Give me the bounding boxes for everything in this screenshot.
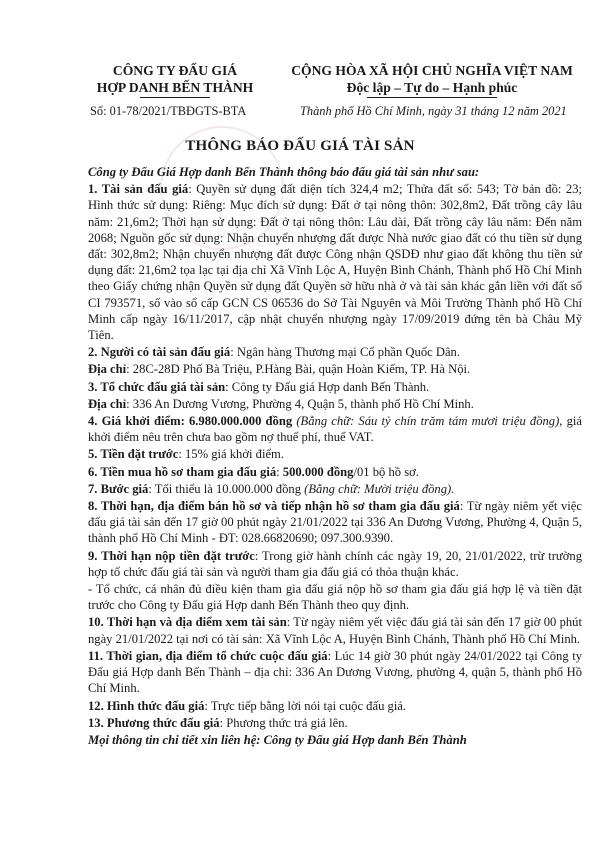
item-12-label: 12. Hình thức đấu giá bbox=[88, 698, 205, 713]
national-motto: Độc lập – Tự do – Hạnh phúc bbox=[346, 80, 518, 95]
item-10-text: : Từ ngày niêm yết việc đấu giá tài sản đến 17 giờ 00 phút ngày 21/01/2022 tại nơi có tài sản: Xã Vĩnh Lộc A, Huyện Bình Chánh, Thành phố Hồ Chí Minh. bbox=[88, 615, 582, 646]
item-11-label: 11. Thời gian, địa điểm tổ chức cuộc đấu giá bbox=[88, 648, 328, 663]
item-7-words: (Bằng chữ: Mười triệu đồng). bbox=[301, 481, 455, 496]
item-7-text: : Tối thiểu là 10.000.000 đồng bbox=[148, 481, 301, 496]
item-6-dossier-fee bbox=[88, 464, 582, 480]
item-2-address-label: Địa chỉ bbox=[88, 362, 127, 377]
item-5-text: : 15% giá khởi điểm. bbox=[178, 447, 284, 462]
document-number: Số: 01-78/2021/TBĐGTS-BTA bbox=[90, 104, 247, 118]
national-title: CỘNG HÒA XÃ HỘI CHỦ NGHĨA VIỆT NAM bbox=[291, 63, 573, 78]
item-5-deposit bbox=[88, 446, 582, 462]
item-13-label: 13. Phương thức đấu giá bbox=[88, 715, 220, 730]
organization-header bbox=[80, 62, 270, 98]
item-3-organizer bbox=[88, 379, 582, 395]
item-2-owner bbox=[88, 344, 582, 360]
item-6-amount: 500.000 đồng bbox=[282, 464, 354, 479]
item-3-address bbox=[88, 396, 582, 412]
item-4-starting-price bbox=[88, 413, 582, 445]
place-and-date: Thành phố Hồ Chí Minh, ngày 31 tháng 12 năm 2021 bbox=[300, 104, 567, 118]
item-7-price-step bbox=[88, 481, 582, 497]
organization-name-line2: HỢP DANH BẾN THÀNH bbox=[96, 80, 254, 95]
organization-underline bbox=[140, 97, 210, 98]
item-13-auction-method bbox=[88, 715, 582, 731]
national-header bbox=[282, 62, 582, 98]
item-6-label: 6. Tiền mua hồ sơ tham gia đấu giá bbox=[88, 464, 277, 479]
item-13-text: : Phương thức trả giá lên. bbox=[219, 715, 348, 730]
item-1-label: 1. Tài sản đấu giá bbox=[88, 182, 189, 197]
item-9-text: : Trong giờ hành chính các ngày 19, 20, 21/01/2022, trừ trường hợp tổ chức đấu giá tài sản và người tham gia đấu giá có thỏa thuận khác. bbox=[88, 548, 582, 579]
item-11-auction-time bbox=[88, 648, 582, 697]
item-10-viewing bbox=[88, 614, 582, 646]
motto-underline bbox=[367, 97, 497, 98]
document-title: THÔNG BÁO ĐẤU GIÁ TÀI SẢN bbox=[185, 138, 415, 154]
item-7-label: 7. Bước giá bbox=[88, 481, 149, 496]
item-1-text: : Quyền sử dụng đất diện tích 324,4 m2; Thửa đất số: 543; Tờ bản đồ: 23; Hình thức sử dụng: Riêng: Mục đích sử dụng: Đất ở tại nông thôn: 302,8m2, Đất trồng cây lâu năm: 21,6m2; Thời hạn sử dụng: Đất ở tại nông thôn: Lâu dài, Đất trồng cây lâu năm: Đến năm 2068; Nguồn gốc sử dụng: Nhận chuyển nhượng đất được Nhà nước giao đất có thu tiền sử dụng đất: 302,8m2; Nhận chuyển nhượng đất được Công nhận QSDĐ như giao đất không thu tiền sử dụng đất: 21,6m2 tọa lạc tại địa chỉ Xã Vĩnh Lộc A, Huyện Bình Chánh, Thành phố Hồ Chí Minh theo Giấy chứng nhận Quyền sử dụng đất Quyền sở hữu nhà ở và tài sản khác gắn liền với đất số CI 793571, số vào sổ cấp GCN CS 06536 do Sở Tài Nguyên và Môi Trường Thành phố Hồ Chí Minh cấp ngày 16/11/2017, cập nhật chuyển nhượng ngày 17/09/2019 đứng tên bà Châu Mỹ Tiên. bbox=[88, 182, 583, 343]
contact-line: Mọi thông tin chi tiết xin liên hệ: Công ty Đấu giá Hợp danh Bến Thành bbox=[88, 732, 467, 747]
item-2-address-text: : 28C-28D Phố Bà Triệu, P.Hàng Bài, quận Hoàn Kiếm, TP. Hà Nội. bbox=[126, 362, 471, 377]
item-11-text: : Lúc 14 giờ 30 phút ngày 24/01/2022 tại Công ty Đấu giá Hợp danh Bến Thành – địa chỉ: 336 An Dương Vương, phường 4, quận 5, thành phố Hồ Chí Minh. bbox=[88, 648, 582, 696]
item-8-dossier-sale bbox=[88, 498, 582, 547]
item-9-deposit-deadline bbox=[88, 548, 582, 580]
item-10-label: 10. Thời hạn và địa điểm xem tài sản bbox=[88, 615, 287, 630]
item-3-address-label: Địa chỉ bbox=[88, 396, 127, 411]
item-9-note: - Tổ chức, cá nhân đủ điều kiện tham gia đấu giá nộp hồ sơ tham gia đấu giá hợp lệ và tiền đặt trước cho Công ty Đấu giá Hợp danh Bến Thành theo quy định. bbox=[88, 582, 582, 613]
item-12-text: : Trực tiếp bằng lời nói tại cuộc đấu giá. bbox=[204, 698, 407, 713]
item-5-label: 5. Tiền đặt trước bbox=[88, 447, 179, 462]
item-8-label: 8. Thời hạn, địa điểm bán hồ sơ và tiếp nhận hồ sơ tham gia đấu giá bbox=[88, 499, 460, 514]
item-6-text1: : bbox=[276, 464, 283, 479]
item-12-auction-form bbox=[88, 698, 582, 714]
item-3-label: 3. Tổ chức đấu giá tài sản bbox=[88, 379, 226, 394]
organization-name-line1: CÔNG TY ĐẤU GIÁ bbox=[112, 63, 238, 78]
item-4-label: 4. Giá khởi điểm: 6.980.000.000 đồng bbox=[88, 414, 293, 429]
item-4-text: , giá khởi điểm nêu trên chưa bao gồm nợ thuế phí, thuế VAT. bbox=[88, 414, 583, 445]
item-3-text: : Công ty Đấu giá Hợp danh Bến Thành. bbox=[225, 379, 430, 394]
item-3-address-text: : 336 An Dương Vương, Phường 4, Quận 5, thành phố Hồ Chí Minh. bbox=[126, 396, 474, 411]
item-6-text2: /01 bộ hồ sơ. bbox=[353, 464, 419, 479]
item-9-label: 9. Thời hạn nộp tiền đặt trước bbox=[88, 548, 255, 563]
item-8-text: : Từ ngày niêm yết việc đấu giá tài sản đến 17 giờ 00 phút ngày 21/01/2022 tại 336 An Dương Vương, Phường 4, Quận 5, thành phố Hồ Chí Minh - ĐT: 028.66820690; 097.300.9390. bbox=[88, 499, 582, 546]
document-body bbox=[88, 164, 582, 749]
item-1-asset bbox=[88, 181, 582, 343]
item-2-label: 2. Người có tài sản đấu giá bbox=[88, 345, 231, 360]
item-2-address bbox=[88, 361, 582, 377]
intro-paragraph: Công ty Đấu Giá Hợp danh Bến Thành thông báo đấu giá tài sản như sau: bbox=[88, 165, 480, 179]
item-4-words: (Bằng chữ: Sáu tỷ chín trăm tám mươi triệu đồng) bbox=[292, 414, 560, 429]
item-2-text: : Ngân hàng Thương mại Cổ phần Quốc Dân. bbox=[230, 345, 460, 360]
